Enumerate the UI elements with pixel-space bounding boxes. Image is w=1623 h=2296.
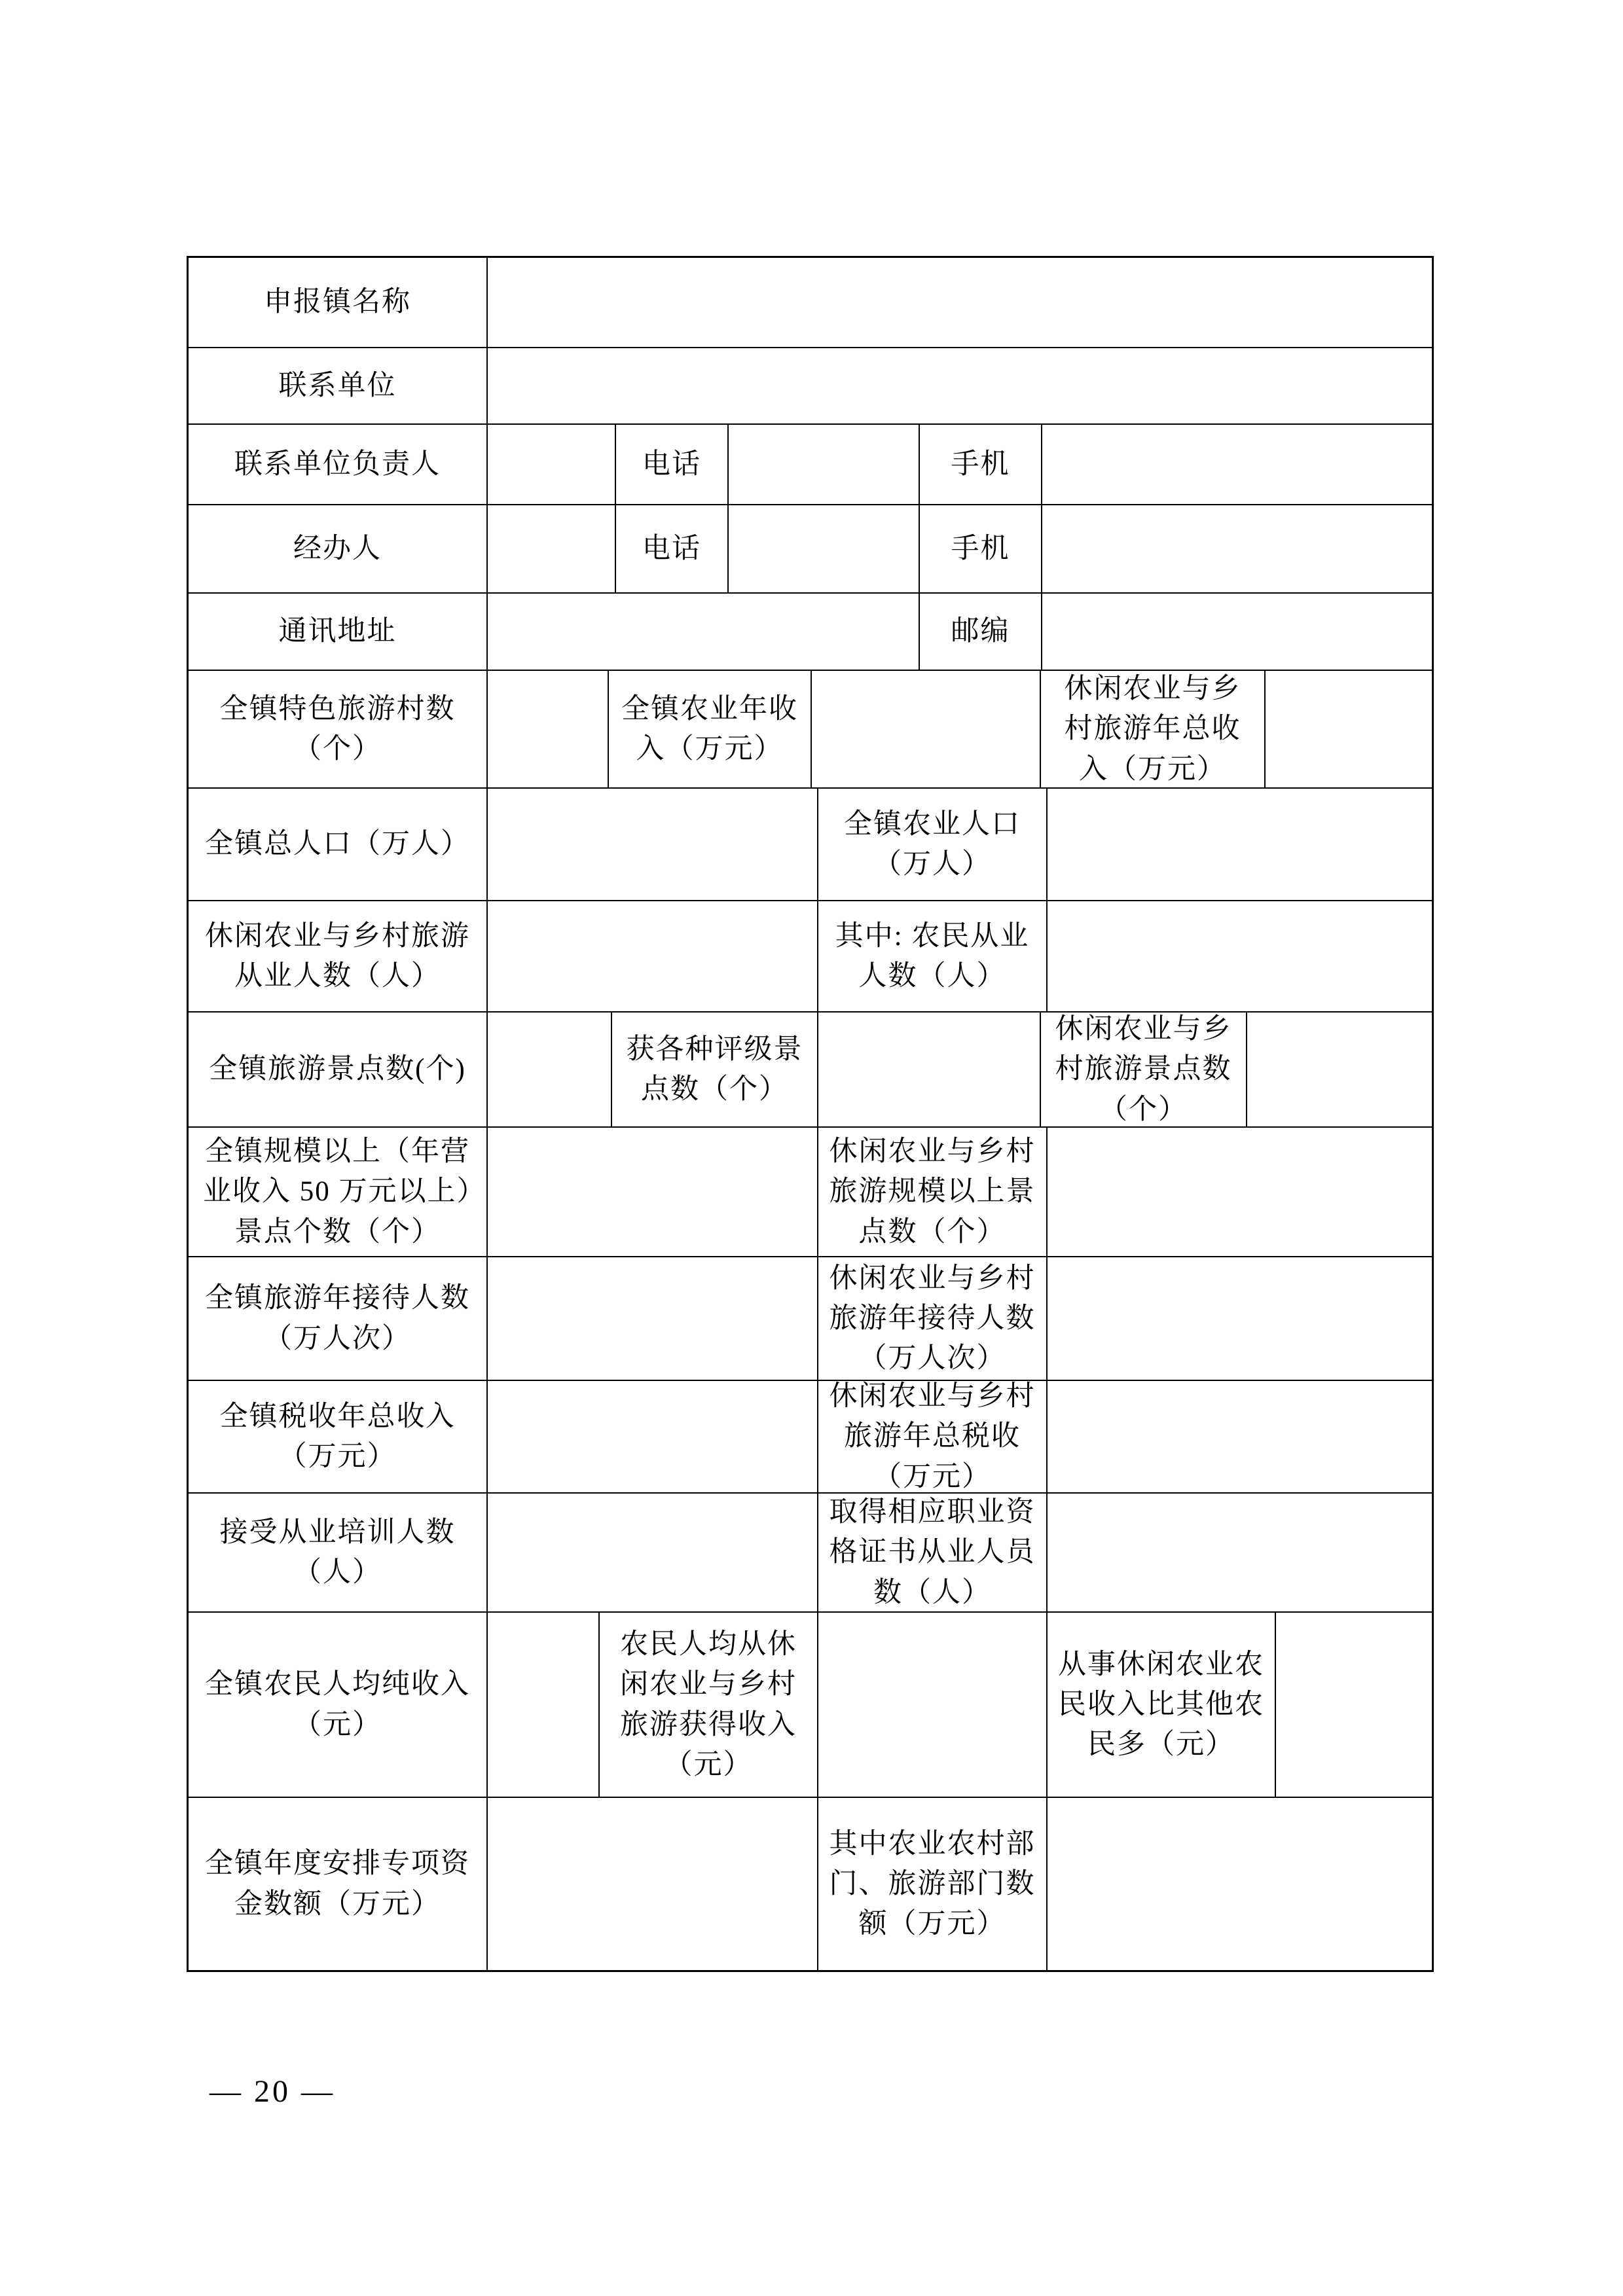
label-leisure-agritourism-employees: 休闲农业与乡村旅游从业人数（人） <box>189 901 488 1011</box>
label-leisure-agritourism-spots: 休闲农业与乡村旅游景点数（个） <box>1041 1013 1247 1126</box>
label-leisure-agritourism-annual-tax: 休闲农业与乡村旅游年总税收（万元） <box>818 1381 1048 1492</box>
input-contact-unit[interactable] <box>488 348 1432 423</box>
table-row <box>189 1494 1432 1613</box>
input-above-scale-spots[interactable] <box>488 1128 818 1256</box>
input-town-agricultural-population[interactable] <box>1048 789 1432 900</box>
input-farmer-employees[interactable] <box>1048 901 1432 1011</box>
input-town-annual-tax-revenue[interactable] <box>488 1381 818 1492</box>
input-contact-unit-head-tel[interactable] <box>729 425 920 504</box>
label-trained-employees: 接受从业培训人数（人） <box>189 1494 488 1611</box>
table-row <box>189 901 1432 1013</box>
input-featured-tourism-villages[interactable] <box>488 671 609 787</box>
table-row <box>189 789 1432 901</box>
input-leisure-agritourism-spots[interactable] <box>1247 1013 1432 1126</box>
label-handler: 经办人 <box>189 505 488 592</box>
label-featured-tourism-villages: 全镇特色旅游村数（个） <box>189 671 488 787</box>
table-row <box>189 671 1432 789</box>
label-certified-employees: 取得相应职业资格证书从业人员数（人） <box>818 1494 1048 1611</box>
input-postal-code[interactable] <box>1042 594 1432 670</box>
label-leisure-agritourism-annual-visitors: 休闲农业与乡村旅游年接待人数（万人次） <box>818 1257 1048 1380</box>
table-row <box>189 1798 1432 1970</box>
table-row <box>189 1381 1432 1494</box>
label-mailing-address: 通讯地址 <box>189 594 488 670</box>
label-town-annual-visitors: 全镇旅游年接待人数（万人次） <box>189 1257 488 1380</box>
label-leisure-agritourism-annual-income: 休闲农业与乡村旅游年总收入（万元） <box>1041 671 1266 787</box>
label-agritourism-farmer-income-surplus: 从事休闲农业农民收入比其他农民多（元） <box>1048 1613 1276 1797</box>
table-row <box>189 505 1432 594</box>
label-town-scenic-spots: 全镇旅游景点数(个) <box>189 1013 488 1126</box>
label-farmer-employees: 其中: 农民从业人数（人） <box>818 901 1048 1011</box>
input-farmer-income-from-agritourism[interactable] <box>818 1613 1048 1797</box>
input-handler-mobile[interactable] <box>1042 505 1432 592</box>
label-farmer-income-from-agritourism: 农民人均从休闲农业与乡村旅游获得收入（元） <box>600 1613 818 1797</box>
input-certified-employees[interactable] <box>1048 1494 1432 1611</box>
input-leisure-agritourism-annual-tax[interactable] <box>1048 1381 1432 1492</box>
table-row <box>189 594 1432 671</box>
label-town-total-population: 全镇总人口（万人） <box>189 789 488 900</box>
label-leisure-agritourism-above-scale-spots: 休闲农业与乡村旅游规模以上景点数（个） <box>818 1128 1048 1256</box>
label-handler-tel: 电话 <box>616 505 729 592</box>
label-agri-tourism-dept-funds: 其中农业农村部门、旅游部门数额（万元） <box>818 1798 1048 1970</box>
label-contact-unit-head-mobile: 手机 <box>920 425 1042 504</box>
label-annual-special-funds: 全镇年度安排专项资金数额（万元） <box>189 1798 488 1970</box>
input-town-total-population[interactable] <box>488 789 818 900</box>
input-agritourism-farmer-income-surplus[interactable] <box>1276 1613 1432 1797</box>
label-contact-unit-head: 联系单位负责人 <box>189 425 488 504</box>
input-town-annual-visitors[interactable] <box>488 1257 818 1380</box>
label-rated-scenic-spots: 获各种评级景点数（个） <box>612 1013 818 1126</box>
table-row <box>189 1613 1432 1798</box>
label-farmer-per-capita-net-income: 全镇农民人均纯收入（元） <box>189 1613 488 1797</box>
table-row <box>189 425 1432 505</box>
input-trained-employees[interactable] <box>488 1494 818 1611</box>
input-handler[interactable] <box>488 505 616 592</box>
label-postal-code: 邮编 <box>920 594 1042 670</box>
label-handler-mobile: 手机 <box>920 505 1042 592</box>
input-leisure-agritourism-employees[interactable] <box>488 901 818 1011</box>
table-row <box>189 258 1432 348</box>
label-declaring-town-name: 申报镇名称 <box>189 258 488 347</box>
input-town-scenic-spots[interactable] <box>488 1013 612 1126</box>
label-town-annual-tax-revenue: 全镇税收年总收入（万元） <box>189 1381 488 1492</box>
input-town-agriculture-annual-income[interactable] <box>812 671 1041 787</box>
application-form-table <box>187 256 1434 1972</box>
input-leisure-agritourism-annual-income[interactable] <box>1266 671 1432 787</box>
input-leisure-agritourism-annual-visitors[interactable] <box>1048 1257 1432 1380</box>
label-above-scale-spots: 全镇规模以上（年营业收入 50 万元以上）景点个数（个） <box>189 1128 488 1256</box>
table-row <box>189 1128 1432 1257</box>
label-town-agriculture-annual-income: 全镇农业年收入（万元） <box>609 671 812 787</box>
input-farmer-per-capita-net-income[interactable] <box>488 1613 600 1797</box>
label-contact-unit-head-tel: 电话 <box>616 425 729 504</box>
table-row <box>189 1013 1432 1128</box>
table-row <box>189 1257 1432 1381</box>
input-declaring-town-name[interactable] <box>488 258 1432 347</box>
input-leisure-agritourism-above-scale-spots[interactable] <box>1048 1128 1432 1256</box>
input-agri-tourism-dept-funds[interactable] <box>1048 1798 1432 1970</box>
input-handler-tel[interactable] <box>729 505 920 592</box>
input-contact-unit-head[interactable] <box>488 425 616 504</box>
label-town-agricultural-population: 全镇农业人口（万人） <box>818 789 1048 900</box>
input-annual-special-funds[interactable] <box>488 1798 818 1970</box>
table-row <box>189 348 1432 425</box>
input-rated-scenic-spots[interactable] <box>818 1013 1041 1126</box>
page-number: — 20 — <box>210 2074 335 2109</box>
input-mailing-address[interactable] <box>488 594 920 670</box>
label-contact-unit: 联系单位 <box>189 348 488 423</box>
input-contact-unit-head-mobile[interactable] <box>1042 425 1432 504</box>
